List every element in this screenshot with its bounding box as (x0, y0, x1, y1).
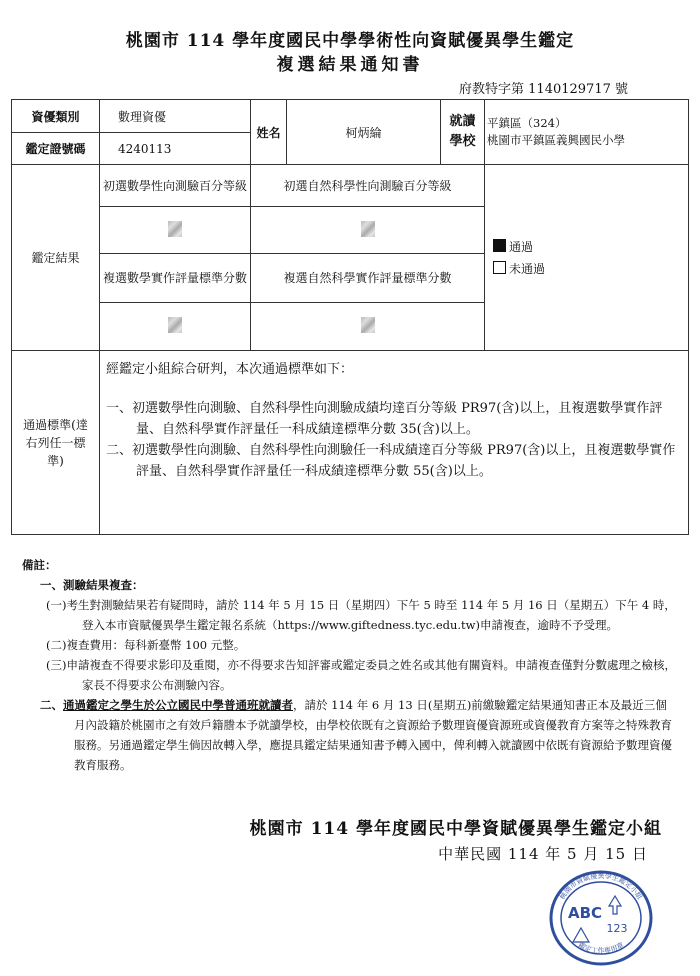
sci-test-score (251, 207, 485, 254)
cert-value: 4240113 (100, 133, 251, 165)
school-value (485, 100, 689, 165)
document-number: 府教特字第 1140129717 號 (459, 82, 628, 97)
notes-item-1c: (三)申請複查不得要求影印及重閱，亦不得要求告知評審或鑑定委員之姓名或其他有關資料。申請複查僅對分數處理之檢核，家長不得要求公布測驗內容。 (46, 658, 676, 692)
math-test-score (100, 207, 251, 254)
standard-intro: 經鑑定小組綜合研判，本次通過標準如下： (106, 362, 354, 377)
notes-item-1a: (一)考生對測驗結果若有疑問時，請於 114 年 5 月 15 日（星期四）下午 5 時至 114 年 5 月 16 日（星期五）下午 4 時，登入本市資賦優異學生鑑定報名系統（https://www.giftedness.tyc.edu.tw)申請複查，逾時不予受理。 (46, 598, 676, 632)
school-district: 平鎮區（324） (487, 116, 567, 130)
seal-flask-icon (573, 928, 589, 942)
seal-top-text: 桃園市資賦優異學生鑑定小組 (558, 872, 644, 901)
notes-section-2-prefix: 二、 (40, 698, 63, 712)
sci-test-label: 初選自然科學性向測驗百分等級 (251, 165, 485, 207)
seal-center-text: ABC (567, 904, 603, 922)
standard-content (100, 351, 689, 535)
notes-heading: 備註： (22, 558, 57, 572)
standard-label: 通過標準(達右列任一標準) (12, 351, 100, 535)
math-practical-label: 複選數學實作評量標準分數 (100, 254, 251, 303)
redacted-score (361, 221, 375, 237)
redacted-score (361, 317, 375, 333)
sci-practical-score (251, 303, 485, 351)
fail-label: 未通過 (509, 261, 546, 276)
cert-label: 鑑定證號碼 (12, 133, 100, 165)
pass-status (485, 165, 689, 351)
notes-item-1b: (二)複查費用：每科新臺幣 100 元整。 (46, 638, 246, 652)
issue-date: 中華民國 114 年 5 月 15 日 (438, 845, 648, 863)
math-test-label: 初選數學性向測驗百分等級 (100, 165, 251, 207)
document-title: 桃園市 114 學年度國民中學學術性向資賦優異學生鑑定 (125, 31, 575, 51)
fail-checkbox (493, 261, 506, 274)
document-subtitle: 複選結果通知書 (276, 55, 424, 75)
notes-section (22, 555, 677, 775)
seal-number-text: 123 (606, 922, 628, 935)
result-label: 鑑定結果 (12, 165, 100, 351)
redacted-score (168, 317, 182, 333)
official-seal-icon (545, 866, 657, 968)
seal-bottom-text: 鑑定工作專用章 (576, 940, 626, 956)
svg-text:桃園市資賦優異學生鑑定小組 (558, 871, 645, 901)
standard-item-2: 二、初選數學性向測驗、自然科學性向測驗任一科成績達百分等級 PR97(含)以上，且複選數學實作評量、自然科學實作評量任一科成績達標準分數 55(含)以上。 (106, 443, 676, 479)
notes-section-2-bold: 通過鑑定之學生於公立國民中學普通班就讀者 (63, 698, 293, 712)
pass-label: 通過 (509, 239, 534, 254)
notes-section-1: 一、測驗結果複查： (40, 578, 144, 592)
standard-item-1: 一、初選數學性向測驗、自然科學性向測驗成績均達百分等級 PR97(含)以上，且複選數學實作評量、自然科學實作評量任一科成績達標準分數 35(含)以上。 (106, 401, 663, 437)
school-label: 就讀學校 (441, 100, 485, 165)
notes-section-2 (22, 695, 677, 775)
notes-section-2-text: ，請於 114 年 6 月 13 日(星期五)前繳驗鑑定結果通知書正本及最近三個月內設籍於桃園市之有效戶籍謄本予就讀學校，由學校依既有之資源給予數理資優資源班或資優教育方案等之特殊教育服務。另通過鑑定學生倘因故轉入學，應提具鑑定結果通知書予轉入國中，俾利轉入就讀國中依既有資源給予數理資優教育服務。 (74, 698, 672, 772)
category-label: 資優類別 (12, 100, 100, 133)
school-name: 桃園市平鎮區義興國民小學 (487, 133, 626, 147)
result-table (11, 99, 689, 535)
redacted-score (168, 221, 182, 237)
category-value: 數理資優 (100, 100, 251, 133)
seal-figure-icon (609, 896, 621, 914)
math-practical-score (100, 303, 251, 351)
sci-practical-label: 複選自然科學實作評量標準分數 (251, 254, 485, 303)
name-value: 柯炳綸 (287, 100, 441, 165)
name-label: 姓名 (251, 100, 287, 165)
organization-name: 桃園市 114 學年度國民中學資賦優異學生鑑定小組 (249, 819, 662, 839)
pass-checkbox (493, 239, 506, 252)
